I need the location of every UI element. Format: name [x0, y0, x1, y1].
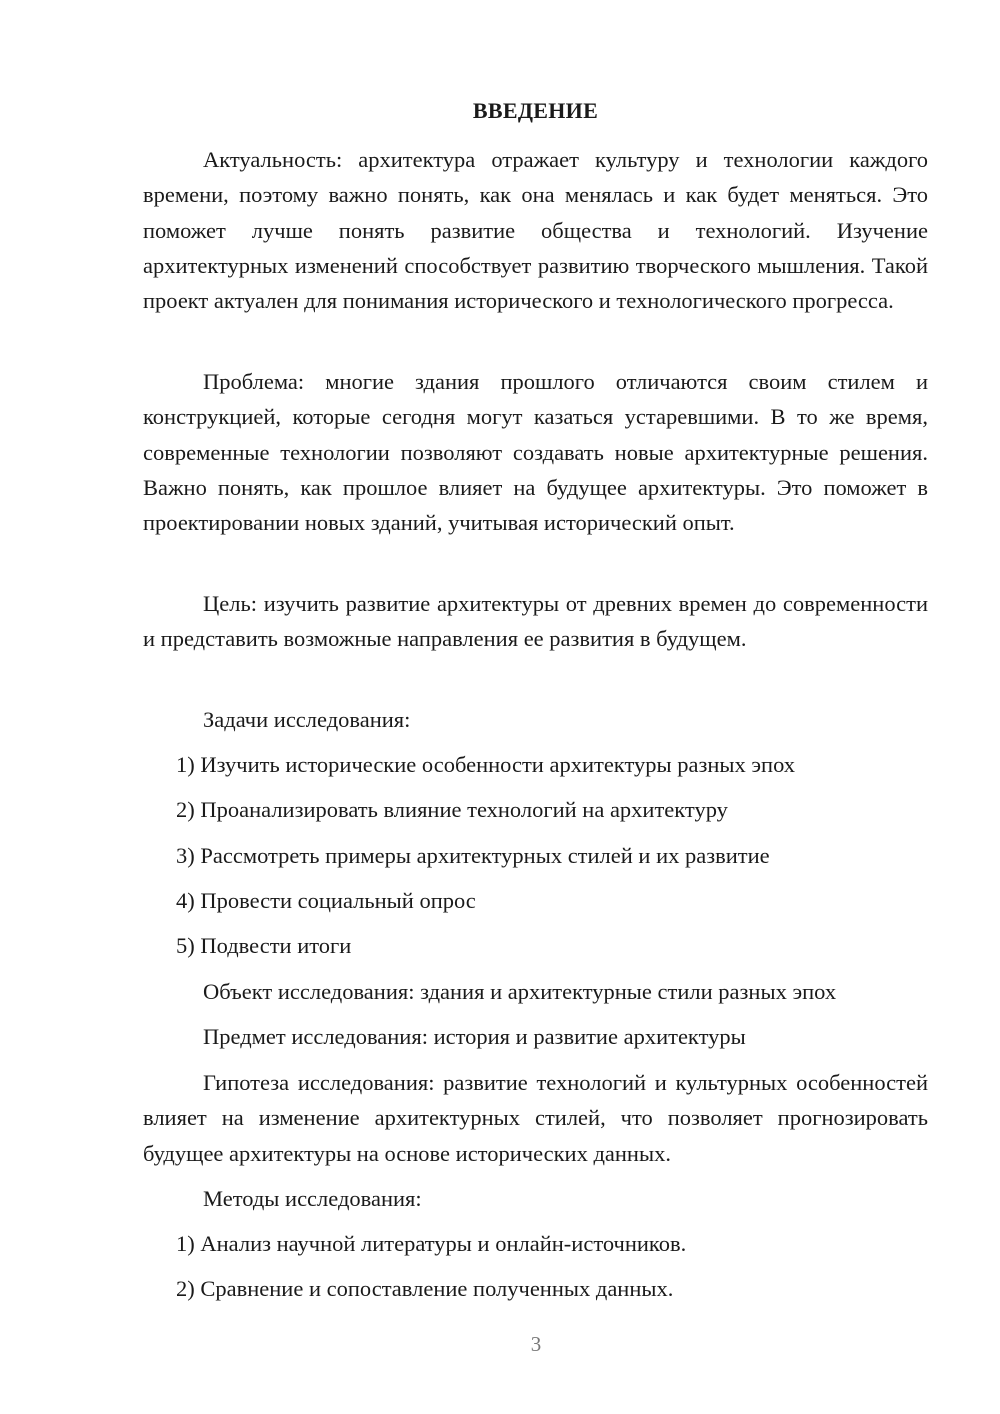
task-item: 2) Проанализировать влияние технологий на архитектуру: [176, 797, 728, 822]
relevance-paragraph: Актуальность: архитектура отражает культуру и технологии каждого времени, поэтому важно понять, как она менялась и как будет меняться. Это поможет лучше понять развитие общества и технологий. Изучение архитектурных изменений способствует развитию творческого мышления. Такой проект актуален для понимания исторического и технологического прогресса.: [143, 147, 928, 314]
tasks-heading: Задачи исследования:: [203, 707, 411, 732]
task-item: 4) Провести социальный опрос: [176, 888, 476, 913]
task-item: 1) Изучить исторические особенности архитектуры разных эпох: [176, 752, 796, 777]
hypothesis-paragraph: Гипотеза исследования: развитие технологий и культурных особенностей влияет на изменение архитектурных стилей, что позволяет прогнозировать будущее архитектуры на основе исторических данных.: [143, 1070, 928, 1166]
goal-paragraph: Цель: изучить развитие архитектуры от древних времен до современности и представить возможные направления ее развития в будущем.: [143, 591, 928, 652]
task-item: 3) Рассмотреть примеры архитектурных стилей и их развитие: [176, 843, 770, 868]
object-line: Объект исследования: здания и архитектурные стили разных эпох: [203, 979, 837, 1004]
subject-line: Предмет исследования: история и развитие архитектуры: [203, 1024, 746, 1049]
method-item: 1) Анализ научной литературы и онлайн-источников.: [176, 1231, 687, 1256]
page-title: ВВЕДЕНИЕ: [472, 98, 599, 123]
methods-heading: Методы исследования:: [203, 1186, 422, 1211]
page-number: 3: [530, 1332, 542, 1356]
problem-paragraph: Проблема: многие здания прошлого отличаются своим стилем и конструкцией, которые сегодня могут казаться устаревшими. В то же время, современные технологии позволяют создавать новые архитектурные решения. Важно понять, как прошлое влияет на будущее архитектуры. Это поможет в проектировании новых зданий, учитывая исторический опыт.: [143, 369, 928, 536]
task-item: 5) Подвести итоги: [176, 933, 352, 958]
method-item: 2) Сравнение и сопоставление полученных данных.: [176, 1276, 674, 1301]
